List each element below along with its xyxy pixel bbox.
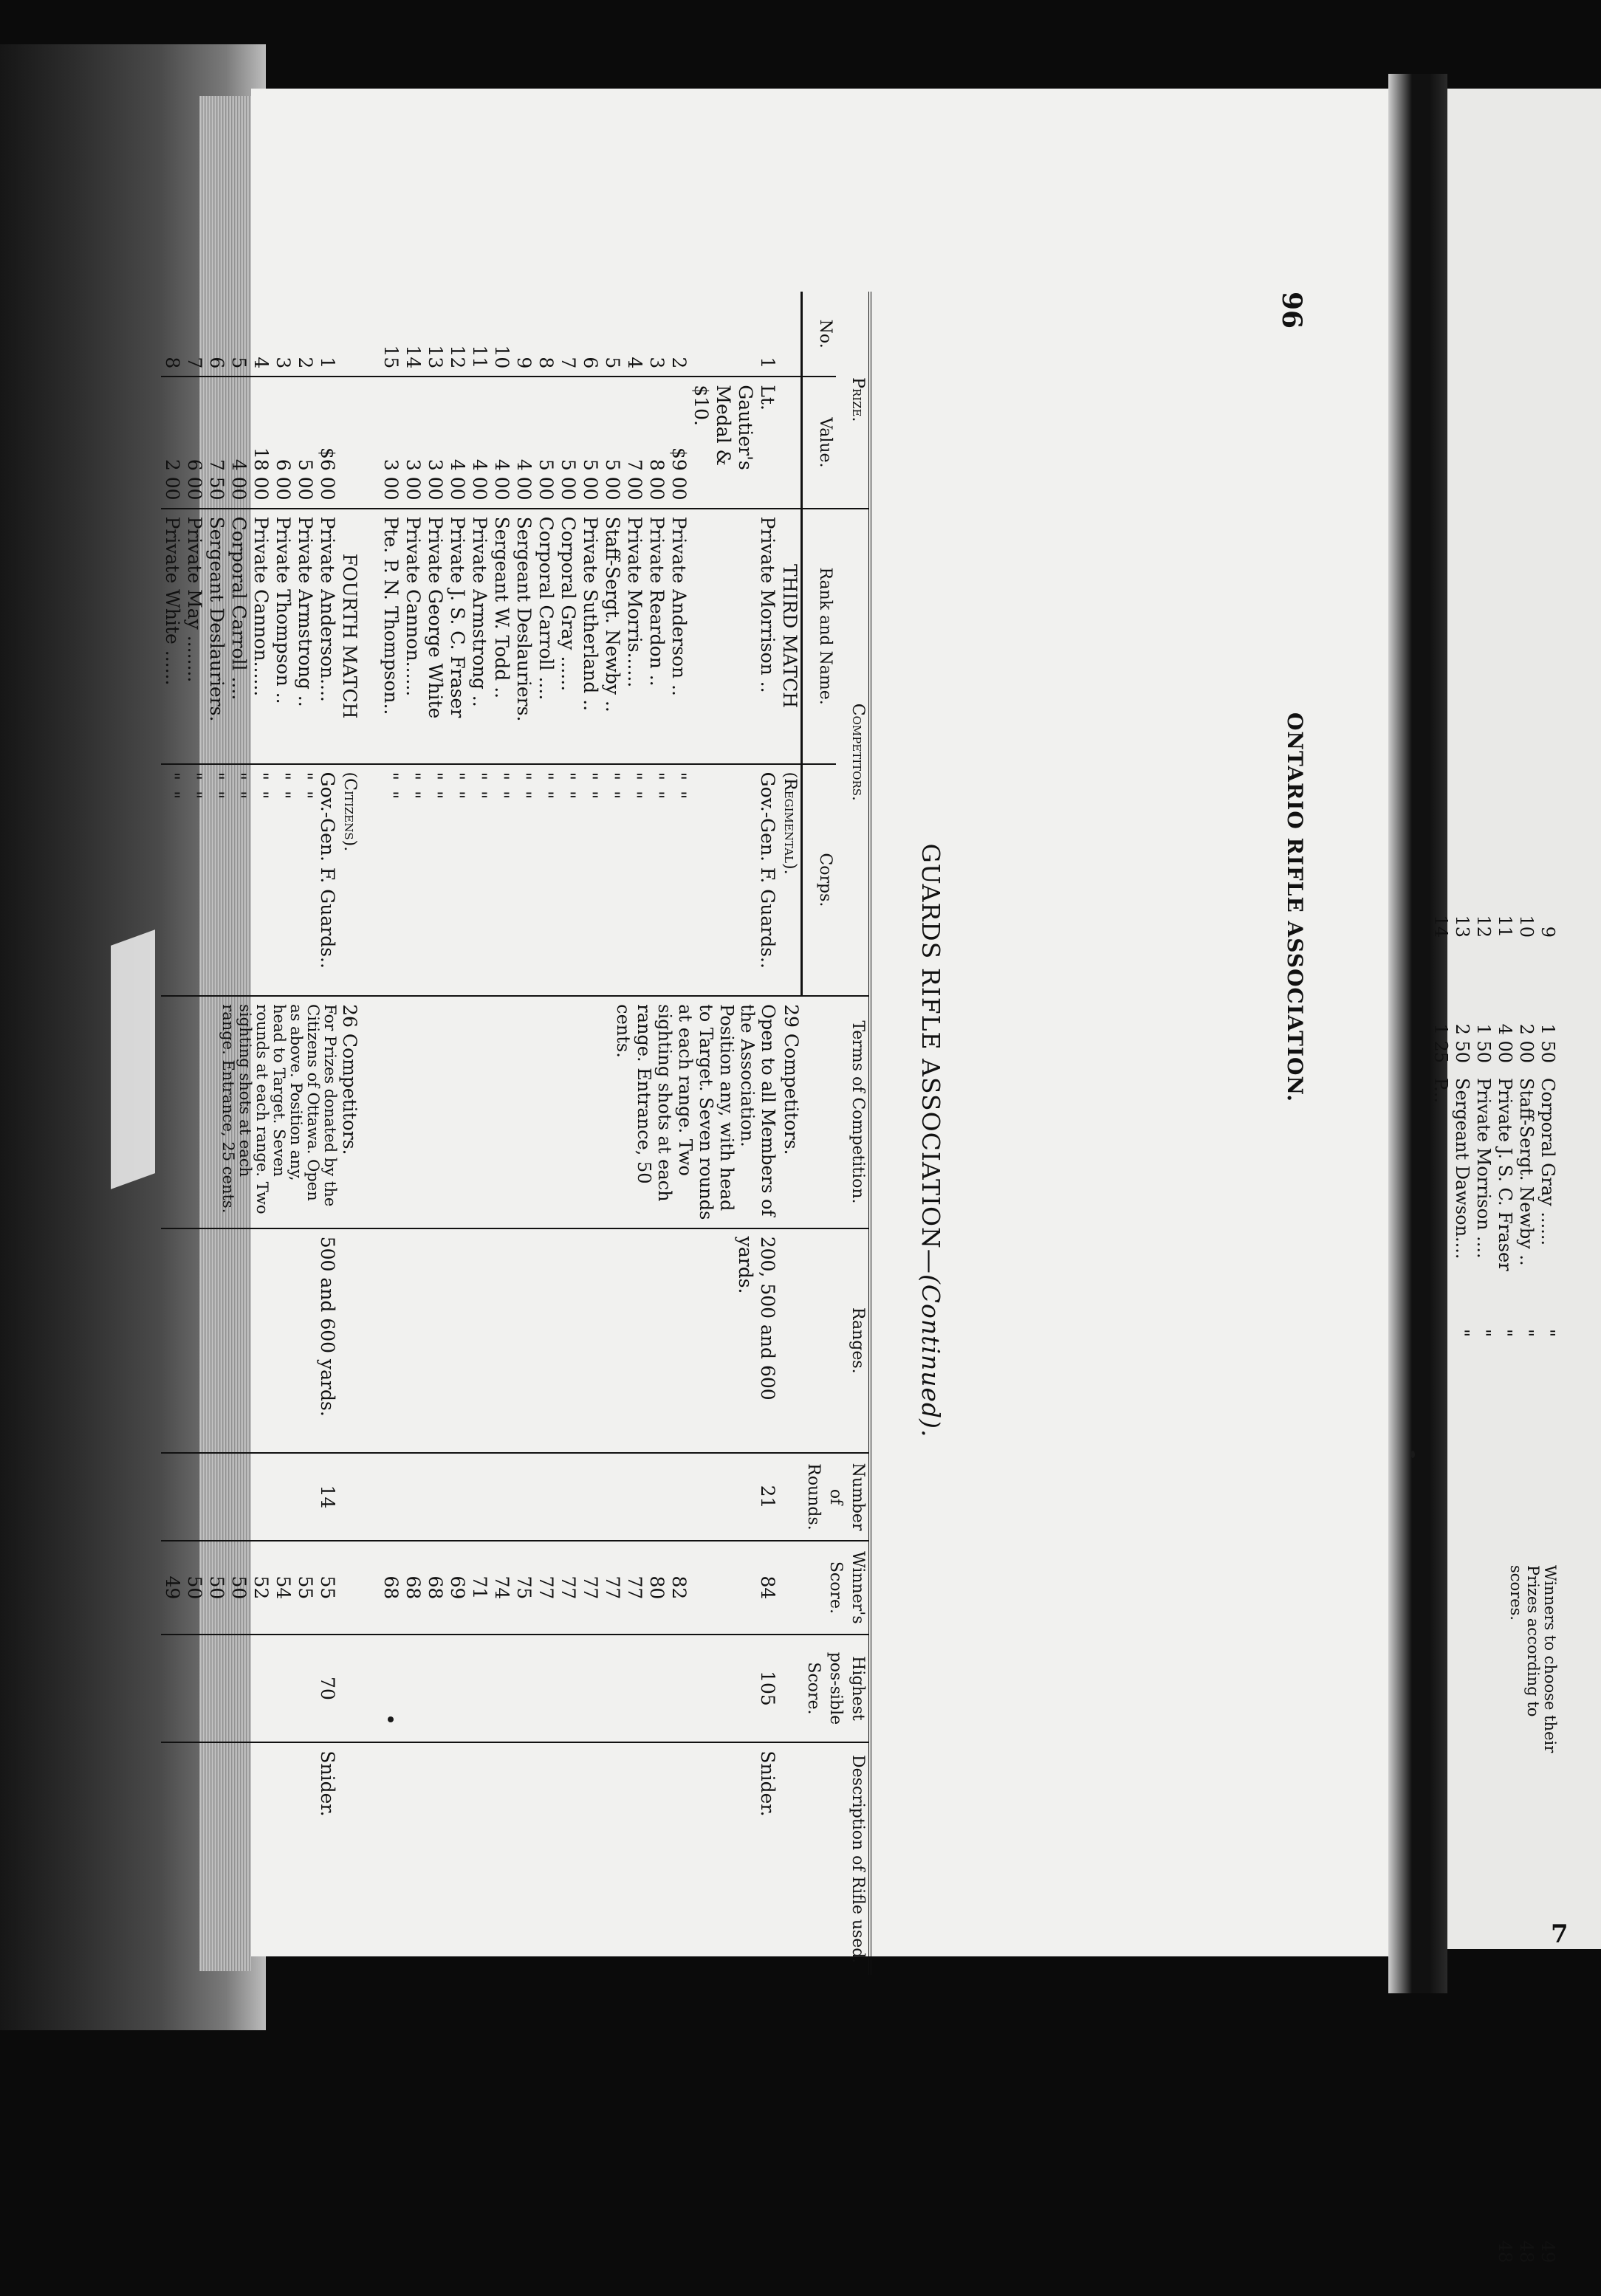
competitor-corps: " " — [558, 764, 580, 997]
prize-no: 6 — [580, 292, 602, 377]
winner-score: 55 — [295, 1541, 317, 1634]
competitor-name: Private Anderson.... — [317, 509, 339, 764]
prize-value: 4 00 — [228, 377, 250, 508]
ink-speck — [1410, 1451, 1415, 1458]
winner-score: 75 — [513, 1541, 535, 1634]
competitor-name: Private George White — [425, 509, 447, 764]
next-page-fragment — [1430, 864, 1558, 2296]
competitor-name: Private Morrison .... — [1473, 1078, 1494, 1259]
prize-value: 1 25 — [1430, 1023, 1451, 1063]
prize-value: 3 00 — [380, 377, 402, 508]
competitor-corps: Gov.-Gen. F. Guards.. — [317, 764, 339, 997]
fourth-match-competitors: 26 Competitors. — [339, 996, 380, 1228]
competitor-name: Private J. S. C. Fraser — [1495, 1078, 1515, 1271]
winner-score: 77 — [624, 1541, 646, 1634]
competitor-corps: " " — [513, 764, 535, 997]
competitor-corps: " — [1473, 1329, 1494, 1338]
prize-value: 4 00 — [469, 377, 491, 508]
winner-score: 68 — [380, 1541, 402, 1634]
fourth-match-rounds: 14 — [162, 1453, 339, 1541]
prize-no: 4 — [624, 292, 646, 377]
third-match-competitors: 29 Competitors. — [779, 996, 803, 1228]
prize-value: 3 00 — [425, 377, 447, 508]
winner-score: 82 — [668, 1541, 690, 1634]
prize-no: 14 — [1430, 915, 1451, 938]
fourth-match-heading: FOURTH MATCH — [339, 509, 380, 764]
competitor-corps: " " — [602, 764, 624, 997]
third-match-heading-row — [779, 292, 803, 1975]
competitor-corps: " " — [295, 764, 317, 997]
winner-score: 48 — [1516, 2240, 1537, 2264]
competitor-name: Staff-Sergt. Newby .. — [602, 509, 624, 764]
competitor-corps: " " — [402, 764, 425, 997]
table-title — [916, 292, 945, 1990]
competitor-corps: " " — [668, 764, 690, 997]
competitor-corps: " " — [580, 764, 602, 997]
prize-no: 3 — [646, 292, 668, 377]
prize-no: 5 — [602, 292, 624, 377]
competitor-corps: " " — [535, 764, 558, 997]
prize-no: 5 — [228, 292, 250, 377]
competitor-corps: " " — [184, 764, 206, 997]
competitor-name: Private Thompson .. — [272, 509, 295, 764]
no-header: No. — [802, 292, 836, 377]
competitor-name: Private Armstrong .. — [295, 509, 317, 764]
competitor-name: Sergeant Dawson.... — [1452, 1078, 1473, 1259]
winner-score: 52 — [250, 1541, 272, 1634]
winner-score: 50 — [228, 1541, 250, 1634]
prize-no: 7 — [558, 292, 580, 377]
winner-score: 77 — [535, 1541, 558, 1634]
winner-score: 68 — [425, 1541, 447, 1634]
third-match-heading: THIRD MATCH — [779, 509, 803, 764]
third-match-ranges: 200, 500 and 600 yards. — [380, 1228, 779, 1453]
winner-score: 71 — [469, 1541, 491, 1634]
competitor-name: Private White ...... — [162, 509, 184, 764]
prize-header: Prize. — [836, 292, 870, 509]
competitor-name: Private Sutherland .. — [580, 509, 602, 764]
winner-score: 74 — [491, 1541, 513, 1634]
competitor-name: Private Cannon...... — [402, 509, 425, 764]
prize-no: 11 — [469, 292, 491, 377]
rounds-header: Number of Rounds. — [802, 1453, 870, 1541]
competitor-name: Private Cannon...... — [250, 509, 272, 764]
highest-score-header: Highest pos-sible Score. — [802, 1635, 870, 1743]
fourth-match-rifle: Snider. — [317, 1750, 339, 1817]
prize-no: 2 — [295, 292, 317, 377]
prize-value: 18 00 — [250, 377, 272, 508]
prize-value: 3 00 — [402, 377, 425, 508]
winner-score: 69 — [447, 1541, 469, 1634]
fourth-match-terms: For Prizes donated by the Citizens of Ottawa. Open as above. Position any, head to Target. Seven rounds at each range. Two sighting shots at each range. Entrance, 25 cents. — [162, 996, 339, 1228]
prize-value: 4 00 — [513, 377, 535, 508]
competitor-corps: " " — [624, 764, 646, 997]
third-match-corps-heading: (Regimental). — [779, 764, 803, 997]
prize-no: 12 — [447, 292, 469, 377]
competitor-name: Private Reardon .. — [646, 509, 668, 764]
prize-value: $6 00 — [317, 377, 339, 508]
prize-value: 1 50 — [1537, 1023, 1558, 1063]
competitor-corps: " — [1516, 1329, 1537, 1338]
fourth-match-heading-row — [339, 292, 380, 1975]
competitor-corps: " " — [272, 764, 295, 997]
competitor-name: Sergeant Deslauriers. — [206, 509, 228, 764]
prize-value: 5 00 — [580, 377, 602, 508]
title-text: GUARDS RIFLE ASSOCIATION— — [916, 843, 945, 1274]
prize-value: Lt. Gautier's Medal & $10. — [690, 377, 779, 508]
ranges-header: Ranges. — [802, 1228, 870, 1453]
running-head: ONTARIO RIFLE ASSOCIATION. — [1283, 712, 1307, 1102]
table-row — [317, 292, 339, 1975]
prize-value: $9 00 — [668, 377, 690, 508]
prize-no: 2 — [668, 292, 690, 377]
competitor-name: Private Armstrong .. — [469, 509, 491, 764]
rank-name-header: Rank and Name. — [802, 509, 836, 764]
winner-score: 49 — [162, 1541, 184, 1634]
winner-score: 80 — [646, 1541, 668, 1634]
prize-value: 4 00 — [491, 377, 513, 508]
rifle-header: Description of Rifle used. — [802, 1742, 870, 1975]
light-glare — [111, 929, 155, 1189]
prize-no: 6 — [206, 292, 228, 377]
competitor-name: Private Anderson .. — [668, 509, 690, 764]
terms-header: Terms of Competition. — [802, 996, 870, 1228]
prize-no: 8 — [162, 292, 184, 377]
winner-score: 49 — [1537, 2240, 1558, 2264]
prize-no: 13 — [425, 292, 447, 377]
winner-score: 50 — [206, 1541, 228, 1634]
prize-no: 13 — [1452, 915, 1473, 938]
competitor-name: Sergeant W. Todd .. — [491, 509, 513, 764]
prize-no: 9 — [513, 292, 535, 377]
competitor-name: Corporal Gray ...... — [1537, 1078, 1558, 1246]
fourth-match-highest: 70 — [162, 1635, 339, 1743]
third-match-highest: 105 — [380, 1635, 779, 1743]
corps-header: Corps. — [802, 764, 836, 997]
prize-no: 15 — [380, 292, 402, 377]
prize-value: 5 00 — [558, 377, 580, 508]
prize-value: 5 00 — [602, 377, 624, 508]
table-row — [690, 292, 779, 1975]
competitor-corps: " " — [646, 764, 668, 997]
prize-no: 7 — [184, 292, 206, 377]
competitor-name: Private Morrison .. — [690, 509, 779, 764]
prize-value: 1 50 — [1473, 1023, 1494, 1063]
winner-score-header: Winner's Score. — [802, 1541, 870, 1634]
prize-value: 6 00 — [272, 377, 295, 508]
title-continued: (Continued). — [916, 1274, 945, 1438]
winner-score: 55 — [317, 1541, 339, 1634]
prize-table — [162, 292, 872, 1975]
winner-score: 77 — [580, 1541, 602, 1634]
competitor-name: Pte. P. N. Thompson.. — [380, 509, 402, 764]
prize-value: 4 00 — [1495, 1023, 1515, 1063]
winner-score: 48 — [1495, 2240, 1515, 2264]
competitor-corps: " — [1537, 1329, 1558, 1338]
competitor-corps: Gov.-Gen. F. Guards.. — [690, 764, 779, 997]
competitor-name: P... — [1430, 1078, 1451, 1104]
prize-value: 5 00 — [535, 377, 558, 508]
prize-no: 1 — [690, 292, 779, 377]
competitor-corps: " " — [250, 764, 272, 997]
prize-value: 8 00 — [646, 377, 668, 508]
prize-value: 2 50 — [1452, 1023, 1473, 1063]
competitor-name: Private May ........ — [184, 509, 206, 764]
competitor-corps: " " — [425, 764, 447, 997]
competitor-name: Private J. S. C. Fraser — [447, 509, 469, 764]
value-header: Value. — [802, 377, 836, 508]
prize-no: 4 — [250, 292, 272, 377]
prize-no: 12 — [1473, 915, 1494, 938]
winner-score: 50 — [184, 1541, 206, 1634]
winner-score: 68 — [402, 1541, 425, 1634]
competitor-corps: " — [1495, 1329, 1515, 1338]
prize-no: 11 — [1495, 915, 1515, 938]
competitor-name: Corporal Carroll .... — [535, 509, 558, 764]
next-page-table — [1430, 864, 1558, 2296]
prize-no: 8 — [535, 292, 558, 377]
prize-value: 5 00 — [295, 377, 317, 508]
competitor-corps: " " — [447, 764, 469, 997]
prize-value: 2 00 — [162, 377, 184, 508]
competitors-header: Competitors. — [836, 509, 870, 997]
page-number: 96 — [1276, 292, 1307, 329]
winner-score: 77 — [602, 1541, 624, 1634]
competitor-corps: " " — [469, 764, 491, 997]
prize-value: 7 50 — [206, 377, 228, 508]
prize-value: 2 00 — [1516, 1023, 1537, 1063]
competitor-name: Staff-Sergt. Newby .. — [1516, 1078, 1537, 1266]
competitor-corps: " " — [491, 764, 513, 997]
competitor-corps — [1430, 1321, 1451, 1558]
prize-value: 7 00 — [624, 377, 646, 508]
competitor-name: Private Morris...... — [624, 509, 646, 764]
competitor-name: Corporal Gray ...... — [558, 509, 580, 764]
signature-mark: 7 — [1551, 1919, 1569, 1949]
competitor-corps: " " — [380, 764, 402, 997]
prize-no: 10 — [491, 292, 513, 377]
third-match-rifle: Snider. — [757, 1750, 779, 1817]
next-page-terms: Winners to choose their Prizes according to scores. — [1507, 1565, 1559, 1753]
prize-no: 3 — [272, 292, 295, 377]
winner-score: 77 — [558, 1541, 580, 1634]
competitor-corps: " " — [162, 764, 184, 997]
table-row — [1537, 864, 1558, 2296]
prize-value: 4 00 — [447, 377, 469, 508]
prize-no: 14 — [402, 292, 425, 377]
competitor-name: Sergeant Deslauriers. — [513, 509, 535, 764]
third-match-terms: Open to all Members of the Association. Position any, with head to Target. Seven rounds at each range. Two sighting shots at each range. Entrance, 50 cents. — [380, 996, 779, 1228]
prize-no: 10 — [1516, 915, 1537, 938]
competitor-corps: " " — [228, 764, 250, 997]
header-row-1 — [836, 292, 870, 1975]
fourth-match-ranges: 500 and 600 yards. — [162, 1228, 339, 1453]
competitor-corps: " — [1452, 1329, 1473, 1338]
winner-score: 54 — [272, 1541, 295, 1634]
third-match-rounds: 21 — [380, 1453, 779, 1541]
winner-score: 84 — [690, 1541, 779, 1634]
prize-value: 6 00 — [184, 377, 206, 508]
prize-no: 9 — [1537, 926, 1558, 938]
fourth-match-corps-heading: (Citizens). — [339, 764, 380, 997]
competitor-corps: " " — [206, 764, 228, 997]
competitor-name: Corporal Carroll .... — [228, 509, 250, 764]
prize-no: 1 — [317, 292, 339, 377]
